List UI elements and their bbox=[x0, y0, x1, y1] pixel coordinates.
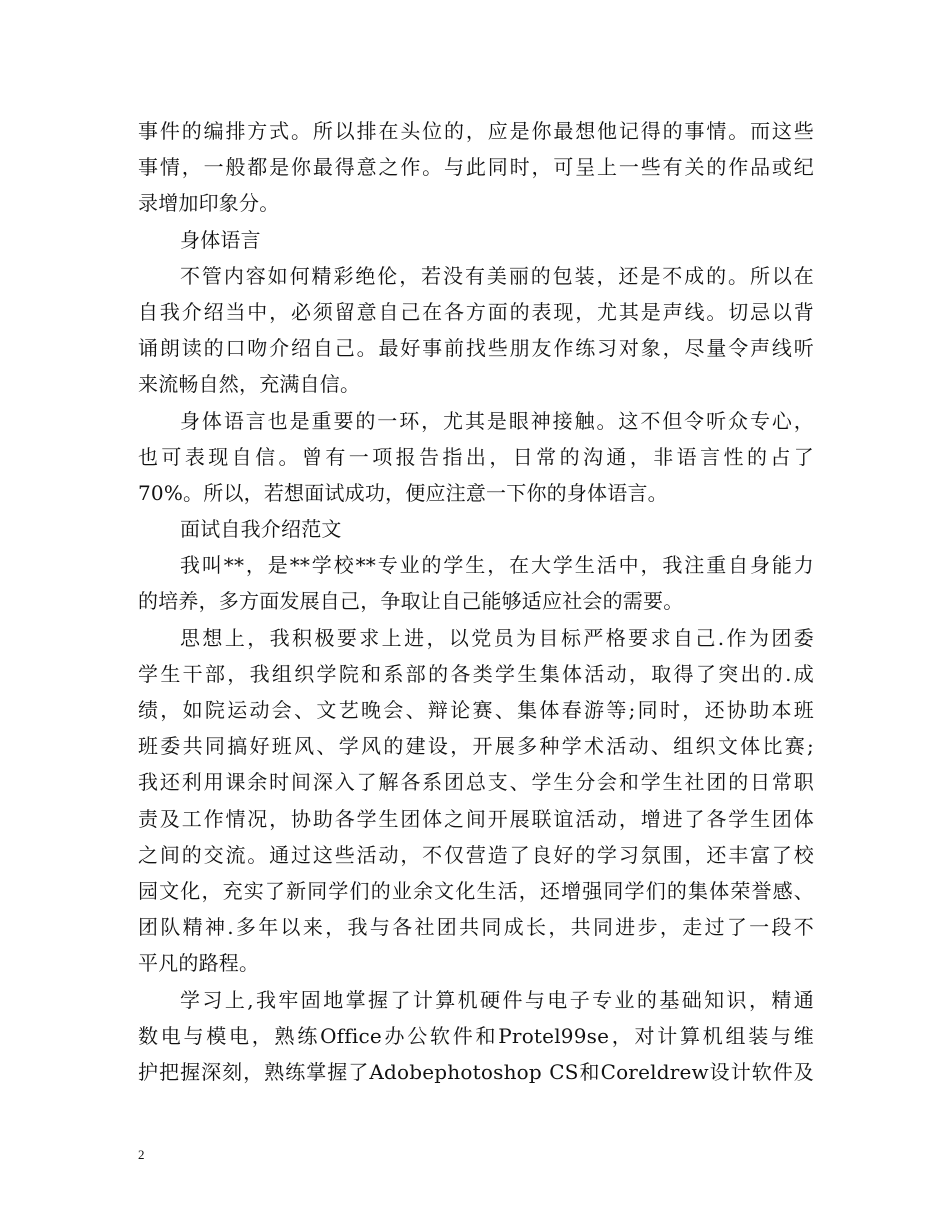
text-line: 之间的交流。通过这些活动，不仅营造了良好的学习氛围，还丰富了校 bbox=[138, 842, 814, 867]
text-line: 我还利用课余时间深入了解各系团总支、学生分会和学生社团的日常职 bbox=[138, 770, 814, 795]
text-line: 身体语言 bbox=[180, 227, 261, 252]
text-line: 的培养，多方面发展自己，争取让自己能够适应社会的需要。 bbox=[138, 589, 684, 614]
text-line: 70%。所以，若想面试成功，便应注意一下你的身体语言。 bbox=[138, 480, 668, 505]
text-line: 来流畅自然，充满自信。 bbox=[138, 372, 361, 397]
text-line: 不管内容如何精彩绝伦，若没有美丽的包装，还是不成的。所以在 bbox=[180, 263, 814, 288]
text-line: 身体语言也是重要的一环，尤其是眼神接触。这不但令听众专心， bbox=[180, 408, 814, 433]
text-line: 学生干部，我组织学院和系部的各类学生集体活动，取得了突出的.成 bbox=[138, 661, 814, 686]
text-line: 面试自我介绍范文 bbox=[180, 517, 342, 542]
text-line: 绩，如院运动会、文艺晚会、辩论赛、集体春游等;同时，还协助本班 bbox=[138, 698, 814, 722]
text-line: 事件的编排方式。所以排在头位的，应是你最想他记得的事情。而这些 bbox=[138, 119, 814, 143]
document-body bbox=[138, 113, 814, 1090]
text-line: 事情，一般都是你最得意之作。与此同时，可呈上一些有关的作品或纪 bbox=[138, 155, 814, 180]
text-line: 责及工作情况，协助各学生团体之间开展联谊活动，增进了各学生团体 bbox=[138, 806, 814, 831]
text-line: 也可表现自信。曾有一项报告指出，日常的沟通，非语言性的占了 bbox=[138, 444, 814, 469]
text-line: 学习上,我牢固地掌握了计算机硬件与电子专业的基础知识，精通 bbox=[180, 987, 814, 1012]
text-line: 自我介绍当中，必须留意自己在各方面的表现，尤其是声线。切忌以背 bbox=[138, 299, 814, 324]
text-line: 我叫**，是**学校**专业的学生，在大学生活中，我注重自身能力 bbox=[180, 553, 814, 578]
text-line: 平凡的路程。 bbox=[138, 951, 260, 976]
text-line: 诵朗读的口吻介绍自己。最好事前找些朋友作练习对象，尽量令声线听 bbox=[138, 336, 814, 361]
text-line: 护把握深刻，熟练掌握了Adobephotoshop CS和Coreldrew设计软件及 bbox=[138, 1059, 814, 1084]
text-line: 园文化，充实了新同学们的业余文化生活，还增强同学们的集体荣誉感、 bbox=[138, 878, 814, 903]
text-line: 数电与模电，熟练Office办公软件和Protel99se，对计算机组装与维 bbox=[138, 1023, 814, 1048]
text-line: 思想上，我积极要求上进，以党员为目标严格要求自己.作为团委 bbox=[180, 625, 814, 650]
text-line: 录增加印象分。 bbox=[138, 191, 280, 216]
page-number: 2 bbox=[138, 1147, 145, 1162]
text-line: 班委共同搞好班风、学风的建设，开展多种学术活动、组织文体比赛; bbox=[138, 734, 814, 759]
text-line: 团队精神.多年以来，我与各社团共同成长，共同进步，走过了一段不 bbox=[138, 915, 814, 940]
